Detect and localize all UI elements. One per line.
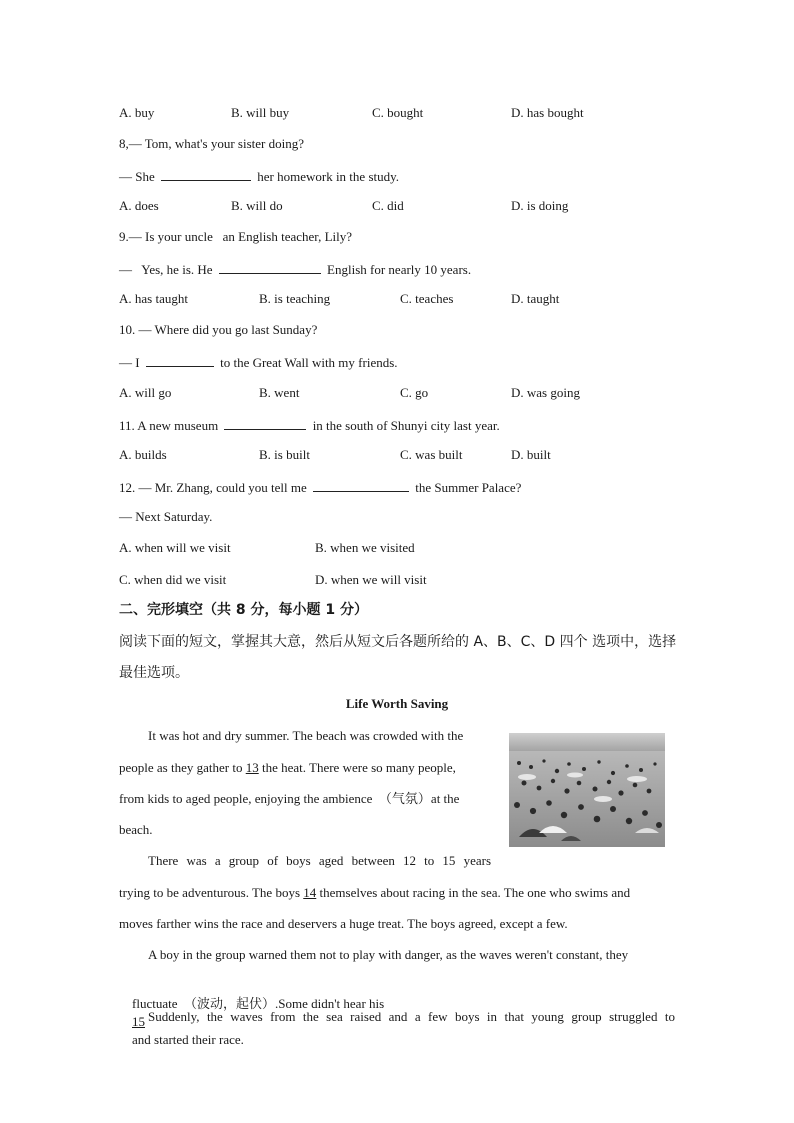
q8-answer-line [119, 166, 399, 186]
passage-line-2-a: people as they gather to [119, 760, 243, 775]
q8-answer-suffix: her homework in the study. [257, 169, 400, 184]
passage-line-8: A boy in the group warned them not to play with danger, as the waves weren't constant, they [148, 947, 629, 962]
q12-answer: — Next Saturday. [119, 509, 213, 524]
q10-option-b: B. went [259, 385, 300, 400]
passage-line-6 [119, 884, 630, 902]
q11-blank[interactable] [224, 415, 306, 430]
passage-line-6-a: trying to be adventurous. The boys [119, 885, 301, 900]
passage-line-5: There was a group of boys aged between 12 to 15 years [148, 853, 491, 868]
passage-line-10: Suddenly, the waves from the sea raised and a few boys in that young group struggled to [148, 1009, 675, 1024]
blank-13[interactable]: 13 [245, 760, 259, 775]
q9-answer-suffix: English for nearly 10 years. [327, 262, 472, 277]
q11-option-d: D. built [511, 447, 551, 462]
passage-line-1: It was hot and dry summer. The beach was crowded with the [148, 728, 464, 743]
q12-stem [119, 477, 521, 497]
passage-line-3: from kids to aged people, enjoying the ambience （气氛）at the [119, 791, 460, 806]
q10-answer-line [119, 352, 398, 372]
q7-option-c: C. bought [372, 105, 424, 120]
q9-option-d: D. taught [511, 291, 560, 306]
blank-14[interactable]: 14 [303, 885, 317, 900]
q12-option-b: B. when we visited [315, 540, 415, 555]
section-heading: 二、完形填空（共 8 分，每小题 1 分） [119, 602, 368, 618]
passage-line-2 [119, 759, 456, 777]
section-instructions [119, 627, 675, 689]
q12-option-d: D. when we will visit [315, 572, 427, 587]
q7-option-d: D. has bought [511, 105, 584, 120]
q9-answer-prefix: — Yes, he is. He [119, 262, 213, 277]
q11-option-b: B. is built [259, 447, 310, 462]
q8-option-b: B. will do [231, 198, 283, 213]
q11-option-a: A. builds [119, 447, 167, 462]
q12-option-c: C. when did we visit [119, 572, 227, 587]
passage-line-7: moves farther wins the race and deservers a huge treat. The boys agreed, except a few. [119, 916, 568, 931]
q8-option-d: D. is doing [511, 198, 569, 213]
q10-option-a: A. will go [119, 385, 172, 400]
q11-stem [119, 415, 500, 435]
passage-line-6-b: themselves about racing in the sea. The one who swims and [319, 885, 631, 900]
passage-title: Life Worth Saving [345, 696, 449, 711]
passage-line-2-b: the heat. There were so many people, [261, 760, 456, 775]
q8-option-a: A. does [119, 198, 159, 213]
q7-option-b: B. will buy [231, 105, 290, 120]
q9-option-c: C. teaches [400, 291, 454, 306]
passage-line-9-b: and started their race. [132, 1032, 244, 1047]
q12-option-a: A. when will we visit [119, 540, 231, 555]
passage-line-9-a: fluctuate （波动，起伏）.Some didn't hear his [132, 996, 385, 1011]
q10-answer-suffix: to the Great Wall with my friends. [220, 355, 398, 370]
q9-stem: 9.— Is your uncle an English teacher, Lily? [119, 229, 353, 244]
q10-option-c: C. go [400, 385, 429, 400]
q9-option-a: A. has taught [119, 291, 188, 306]
passage-line-4: beach. [119, 822, 153, 837]
q8-option-c: C. did [372, 198, 404, 213]
q10-blank[interactable] [146, 352, 214, 367]
q10-stem: 10. — Where did you go last Sunday? [119, 322, 318, 337]
q11-stem-suffix: in the south of Shunyi city last year. [312, 418, 500, 433]
q12-stem-prefix: 12. — Mr. Zhang, could you tell me [119, 480, 307, 495]
q9-answer-line [119, 259, 471, 279]
instruction-line-2: 最佳选项。 [119, 665, 189, 681]
q9-option-b: B. is teaching [259, 291, 331, 306]
q8-blank[interactable] [161, 166, 251, 181]
q12-stem-suffix: the Summer Palace? [415, 480, 522, 495]
q11-option-c: C. was built [400, 447, 463, 462]
q12-blank[interactable] [313, 477, 409, 492]
q8-answer-prefix: — She [119, 169, 155, 184]
q9-blank[interactable] [219, 259, 321, 274]
q10-answer-prefix: — I [119, 355, 140, 370]
q11-stem-prefix: 11. A new museum [119, 418, 219, 433]
instruction-line-1: 阅读下面的短文，掌握其大意，然后从短文后各题所给的 A、B、C、D 四个 选项中，选择 [119, 634, 677, 650]
beach-photo [509, 733, 665, 847]
q10-option-d: D. was going [511, 385, 580, 400]
q8-stem: 8,— Tom, what's your sister doing? [119, 136, 304, 151]
blank-15[interactable]: 15 [132, 1014, 145, 1029]
q7-option-a: A. buy [119, 105, 155, 120]
